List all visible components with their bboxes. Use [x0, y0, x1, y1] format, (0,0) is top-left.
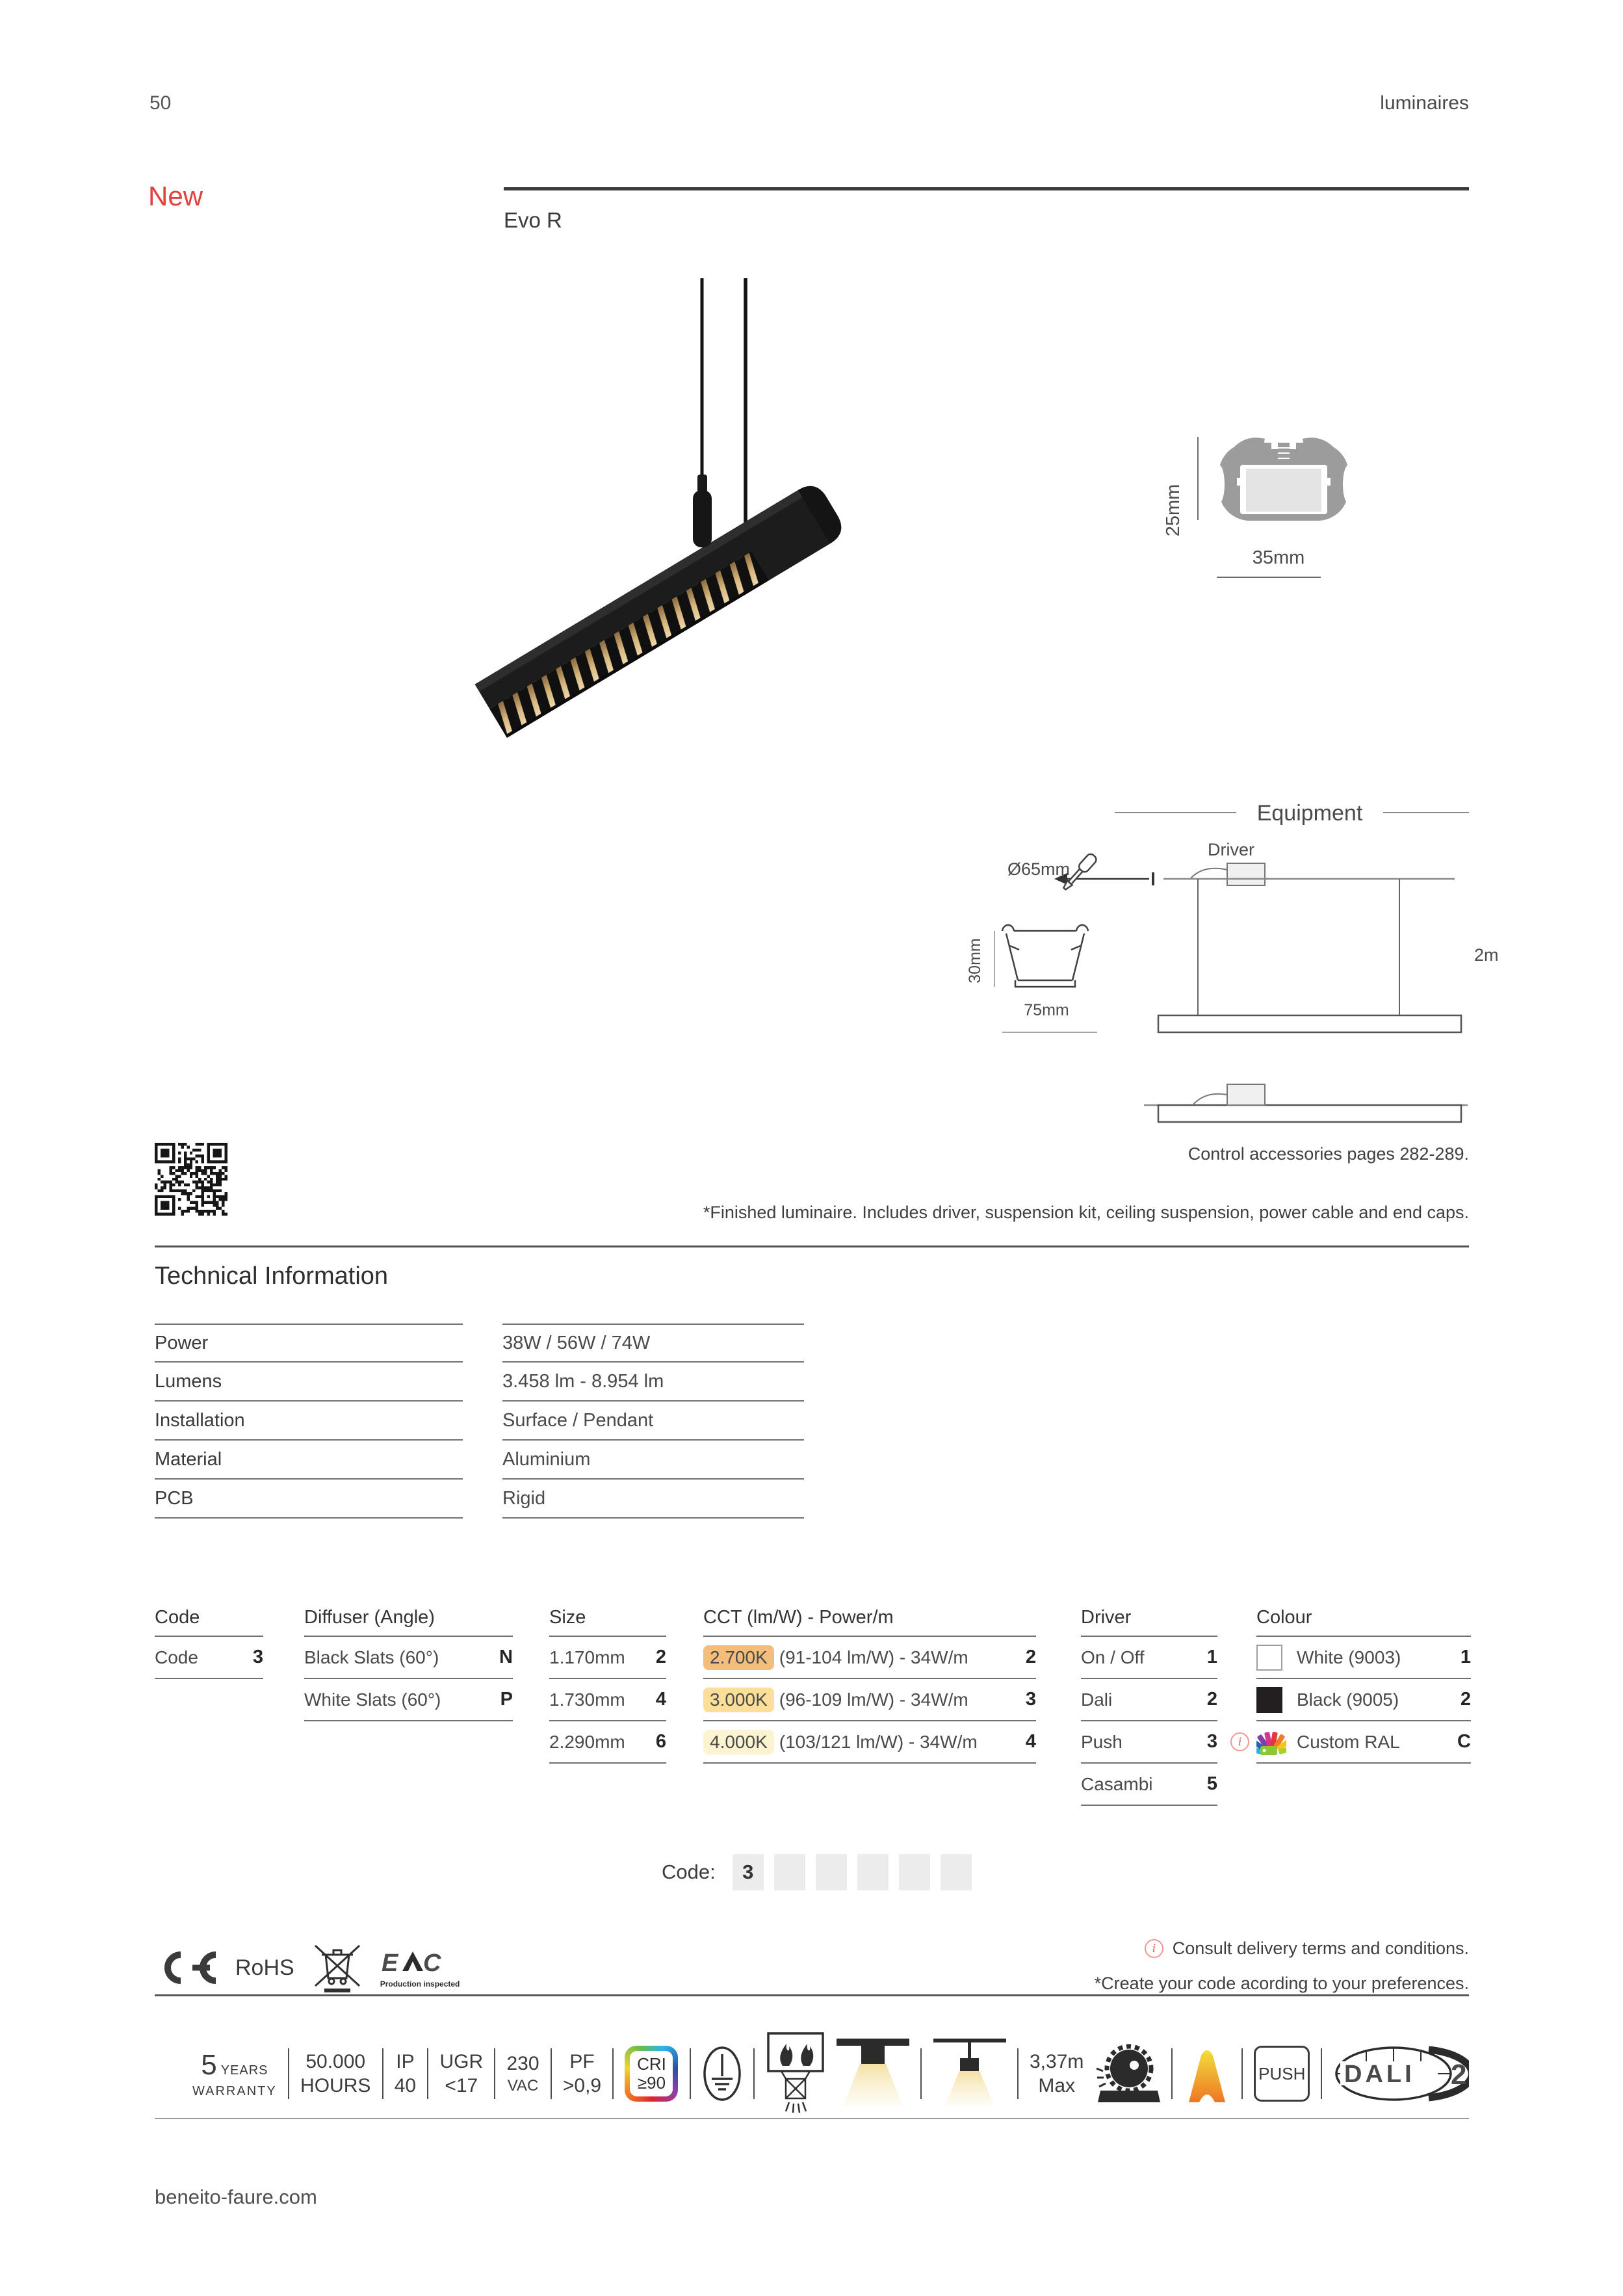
protection-class-icon: [702, 2045, 742, 2102]
option-code: 1: [1460, 1647, 1471, 1667]
eac-caption: Production inspected: [380, 1979, 460, 1989]
tech-value: Surface / Pendant: [502, 1402, 804, 1441]
option-label: White Slats (60°): [304, 1689, 441, 1710]
pendant-mount-icon: [933, 2039, 1006, 2109]
option-code: 3: [1025, 1689, 1036, 1710]
accessory-width-label: 75mm: [1024, 1001, 1069, 1019]
equipment-diagram: [942, 787, 1623, 1151]
column-header: Colour: [1256, 1599, 1471, 1637]
section-label: luminaires: [1380, 92, 1469, 114]
option-code: N: [499, 1647, 513, 1667]
feature-separator: [382, 2048, 383, 2099]
option-code: 4: [655, 1689, 666, 1710]
downlight-icon: [1002, 925, 1088, 987]
driver-box: [1227, 863, 1265, 885]
code-table-row: [1081, 1764, 1217, 1806]
finished-luminaire-note: *Finished luminaire. Includes driver, suspension kit, ceiling suspension, power cable and end caps.: [703, 1203, 1469, 1222]
tech-label: Power: [155, 1324, 463, 1363]
tech-label: Installation: [155, 1402, 463, 1441]
option-code: 5: [1206, 1773, 1217, 1794]
option-code: 2: [655, 1647, 666, 1667]
colour-label: Black (9005): [1297, 1689, 1399, 1710]
code-builder-label: Code:: [662, 1860, 716, 1883]
suspension-length-label: 2m: [1474, 945, 1499, 965]
driver-label: Driver: [1208, 840, 1254, 859]
code-table-row: [1256, 1637, 1471, 1679]
create-code-note: *Create your code acording to your preferences.: [1094, 1974, 1469, 1993]
code-table-row: [1081, 1679, 1217, 1721]
option-code: P: [500, 1689, 513, 1710]
cct-kelvin: 2.700K: [703, 1645, 774, 1670]
control-accessories-note: Control accessories pages 282-289.: [1188, 1144, 1469, 1164]
option-label: Push: [1081, 1731, 1123, 1752]
option-code: 4: [1025, 1731, 1036, 1752]
tech-value: Aluminium: [502, 1441, 804, 1480]
colour-label: White (9003): [1297, 1647, 1401, 1667]
code-table-row: [1081, 1721, 1217, 1764]
code-table-row: [1256, 1679, 1471, 1721]
tech-row: [155, 1480, 804, 1519]
tech-label: PCB: [155, 1480, 463, 1519]
code-table-row: [703, 1721, 1036, 1764]
code-table-column-driver: [1081, 1599, 1217, 1806]
cct-detail: (103/121 lm/W) - 34W/m: [779, 1731, 978, 1752]
code-table-column-code: [155, 1599, 263, 1679]
code-table-row: [703, 1679, 1036, 1721]
profile-cross-section: [1157, 426, 1371, 588]
cct-kelvin: 4.000K: [703, 1730, 774, 1755]
code-box-empty: [941, 1854, 972, 1890]
accessory-diameter-label: Ø65mm: [1007, 859, 1071, 879]
feature-ip: IP 40: [394, 2050, 417, 2096]
surface-mount-icon: [837, 2039, 909, 2109]
option-label: On / Off: [1081, 1647, 1145, 1667]
option-code: 3: [252, 1647, 263, 1667]
code-table-row: [549, 1679, 666, 1721]
code-box-empty: [857, 1854, 889, 1890]
cut-to-size-saw-icon: [1095, 2044, 1160, 2104]
info-icon: i: [1230, 1732, 1249, 1751]
feature-separator: [920, 2048, 922, 2099]
casambi-icon: [1184, 2044, 1230, 2104]
column-header: Code: [155, 1599, 263, 1637]
option-code: 1: [1206, 1647, 1217, 1667]
code-table-row: [304, 1637, 513, 1679]
option-code: 6: [655, 1731, 666, 1752]
code-table-column-colour: [1238, 1599, 1471, 1764]
certifications: [153, 1940, 460, 1995]
profile-height-label: 25mm: [1163, 484, 1184, 537]
cct-detail: (96-109 lm/W) - 34W/m: [779, 1689, 968, 1710]
feature-337m: 3,37m Max: [1030, 2050, 1084, 2096]
features-strip: [192, 2031, 1469, 2117]
surface-luminaire: [1158, 1105, 1461, 1122]
svg-text:C: C: [422, 1949, 441, 1976]
code-box-empty: [899, 1854, 930, 1890]
equipment-title: Equipment: [1256, 801, 1363, 826]
product-photo: [448, 260, 890, 744]
option-code: 2: [1460, 1689, 1471, 1710]
cct-detail: (91-104 lm/W) - 34W/m: [779, 1647, 968, 1667]
feature-separator: [753, 2048, 755, 2099]
colour-swatch: [1256, 1645, 1282, 1671]
code-table-row: [1238, 1721, 1471, 1764]
column-header: Driver: [1081, 1599, 1217, 1637]
feature-separator: [690, 2048, 691, 2099]
code-box-filled: 3: [733, 1854, 764, 1890]
option-label: Code: [155, 1647, 198, 1667]
accessory-depth-label: 30mm: [966, 938, 984, 984]
luminaire-bar: [475, 480, 848, 738]
qr-code: [155, 1143, 227, 1216]
eac-icon: [380, 1948, 452, 1976]
svg-text:DALI: DALI: [1344, 2061, 1415, 2088]
tech-label: Material: [155, 1441, 463, 1480]
feature-separator: [288, 2048, 289, 2099]
code-table-row: [1081, 1637, 1217, 1679]
tech-row: [155, 1402, 804, 1441]
tech-row: [155, 1441, 804, 1480]
ral-fan-icon: [1256, 1729, 1282, 1755]
feature-separator: [1241, 2048, 1243, 2099]
option-code: C: [1457, 1731, 1471, 1752]
tech-label: Lumens: [155, 1363, 463, 1402]
feature-ugr: UGR <17: [439, 2050, 484, 2096]
option-code: 2: [1025, 1647, 1036, 1667]
tech-value: 38W / 56W / 74W: [502, 1324, 804, 1363]
code-table-column-cct: [703, 1599, 1036, 1764]
colour-swatch: [1256, 1687, 1282, 1713]
tech-info-table: [155, 1324, 804, 1519]
feature-warranty: 5 YEARS WARRANTY: [192, 2048, 277, 2098]
option-label: 1.730mm: [549, 1689, 625, 1710]
feature-separator: [494, 2048, 495, 2099]
feature-separator: [427, 2048, 428, 2099]
column-header: Diffuser (Angle): [304, 1599, 513, 1637]
feature-separator: [612, 2048, 614, 2099]
code-table-column-size: [549, 1599, 666, 1764]
option-code: 2: [1206, 1689, 1217, 1710]
option-label: Casambi: [1081, 1773, 1153, 1794]
tech-value: Rigid: [502, 1480, 804, 1519]
code-table-row: [304, 1679, 513, 1721]
code-box-empty: [774, 1854, 805, 1890]
column-header: Size: [549, 1599, 666, 1637]
product-title: Evo R: [504, 208, 562, 232]
option-label: Dali: [1081, 1689, 1113, 1710]
new-badge: New: [148, 181, 203, 211]
divider: [155, 1246, 1469, 1247]
tech-row: [155, 1363, 804, 1402]
eac-mark: [380, 1948, 460, 1989]
consult-text: Consult delivery terms and conditions.: [1172, 1938, 1469, 1958]
column-header: CCT (lm/W) - Power/m: [703, 1599, 1036, 1637]
divider: [155, 2118, 1469, 2119]
code-box-empty: [816, 1854, 847, 1890]
dali2-icon: [1334, 2044, 1469, 2104]
tech-info-title: Technical Information: [155, 1262, 389, 1290]
pendant-luminaire: [1158, 1015, 1461, 1032]
rohs-label: RoHS: [235, 1955, 294, 1980]
feature-separator: [1321, 2048, 1322, 2099]
divider: [155, 1994, 1469, 1996]
svg-text:2: 2: [1450, 2059, 1467, 2091]
push-dimming-icon: PUSH: [1254, 2046, 1310, 2102]
option-label: 1.170mm: [549, 1647, 625, 1667]
code-table-row: [549, 1721, 666, 1764]
info-icon: i: [1145, 1939, 1163, 1958]
footer-url: beneito-faure.com: [155, 2185, 317, 2208]
fire-rated-surface-icon: [766, 2031, 825, 2117]
svg-text:E: E: [381, 1949, 398, 1976]
option-label: 2.290mm: [549, 1731, 625, 1752]
cct-kelvin: 3.000K: [703, 1688, 774, 1712]
feature-pf: PF >0,9: [562, 2050, 602, 2096]
feature-230: 230 VAC: [506, 2053, 539, 2094]
profile-width-label: 35mm: [1252, 547, 1305, 568]
tech-value: 3.458 lm - 8.954 lm: [502, 1363, 804, 1402]
feature-50000: 50.000 HOURS: [300, 2050, 371, 2096]
consult-note: [1145, 1938, 1469, 1959]
code-table-row: [155, 1637, 263, 1679]
page-number: 50: [149, 92, 172, 114]
feature-separator: [1171, 2048, 1173, 2099]
cable-gripper: [697, 475, 707, 493]
option-code: 3: [1206, 1731, 1217, 1752]
code-builder: [662, 1854, 982, 1890]
profile-drawing: [1213, 437, 1355, 521]
title-rule: [504, 187, 1469, 190]
ce-mark-icon: [153, 1951, 221, 1984]
code-table-row: [703, 1637, 1036, 1679]
feature-separator: [551, 2048, 552, 2099]
code-table-column-diffuser: [304, 1599, 513, 1721]
weee-bin-icon: [311, 1940, 363, 1995]
tech-row: [155, 1324, 804, 1363]
colour-label: Custom RAL: [1297, 1731, 1400, 1752]
feature-separator: [1017, 2048, 1019, 2099]
option-label: Black Slats (60°): [304, 1647, 439, 1667]
code-boxes: [733, 1854, 982, 1890]
code-table-row: [549, 1637, 666, 1679]
cri-icon: CRI ≥90: [625, 2046, 678, 2102]
